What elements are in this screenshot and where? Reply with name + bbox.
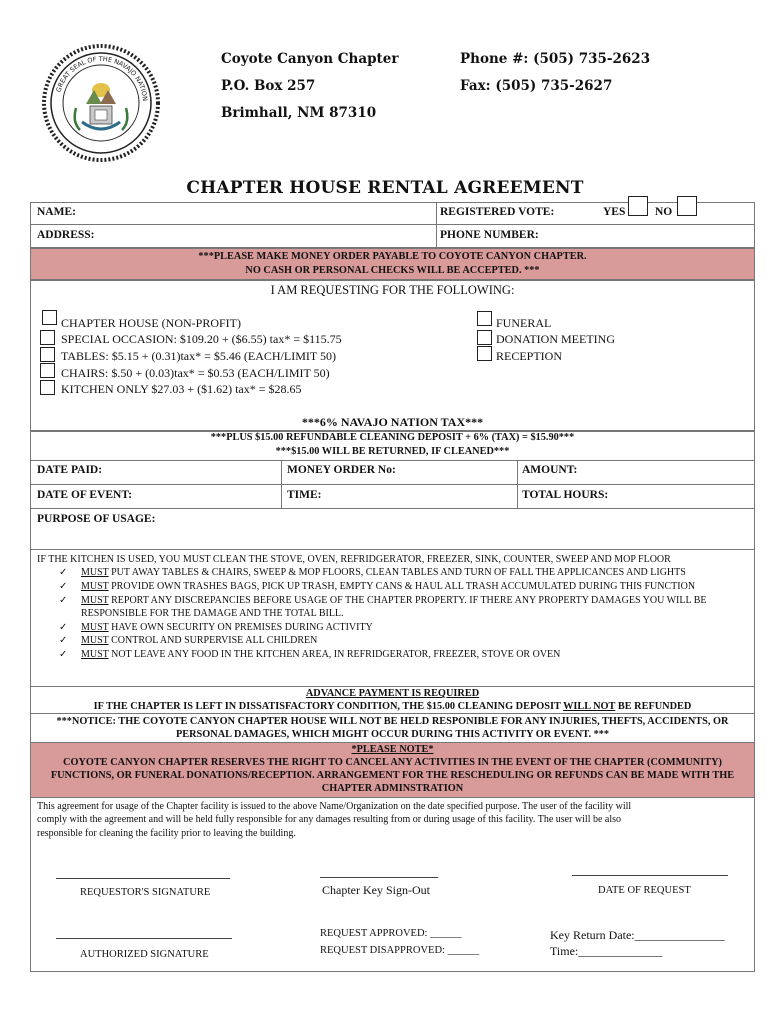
tax-note: ***6% NAVAJO NATION TAX*** (301, 415, 484, 429)
date-of-request-label: DATE OF REQUEST (598, 885, 691, 896)
payment-notice-line1: ***PLEASE MAKE MONEY ORDER PAYABLE TO COYOTE CANYON CHAPTER. (198, 251, 587, 262)
amount-label: AMOUNT: (522, 464, 578, 476)
po-box: P.O. Box 257 (221, 78, 316, 94)
org-name: Coyote Canyon Chapter (221, 51, 399, 67)
option-checkbox-reception[interactable] (477, 346, 492, 361)
agreement-line1: This agreement for usage of the Chapter facility is issued to the above Name/Organization on the date specified purpose. The user of the facility will (37, 801, 632, 812)
yes-checkbox[interactable] (628, 196, 648, 216)
key-return-date: Key Return Date:_______________ (550, 928, 725, 942)
money-order-label: MONEY ORDER No: (287, 464, 396, 476)
option-checkbox-tables[interactable] (40, 347, 55, 362)
name-label: NAME: (37, 206, 76, 218)
key-signout-label: Chapter Key Sign-Out (322, 883, 430, 897)
navajo-nation-seal (42, 44, 160, 162)
deposit-line1: ***PLUS $15.00 REFUNDABLE CLEANING DEPOSIT + 6% (TAX) = $15.90*** (210, 432, 575, 443)
advance-heading: ADVANCE PAYMENT IS REQUIRED (305, 688, 480, 699)
city: Brimhall, NM 87310 (221, 105, 377, 121)
advance-line: IF THE CHAPTER IS LEFT IN DISSATISFACTORY CONDITION, THE $15.00 CLEANING DEPOSIT WILL NOT BE REFUNDED (93, 701, 692, 712)
phone: Phone #: (505) 735-2623 (460, 51, 651, 67)
option-special-occasion: SPECIAL OCCASION: $109.20 + ($6.55) tax* = $115.75 (61, 332, 342, 346)
address-label: ADDRESS: (37, 229, 95, 241)
option-chapter-house: CHAPTER HOUSE (NON-PROFIT) (61, 316, 242, 330)
request-approved: REQUEST APPROVED: ______ (320, 928, 462, 939)
request-disapproved: REQUEST DISAPPROVED: ______ (320, 945, 480, 956)
option-checkbox-kitchen[interactable] (40, 380, 55, 395)
address-row (30, 224, 755, 248)
rule-item: ✓ MUST CONTROL AND SURPERVISE ALL CHILDREN (59, 635, 318, 646)
liability-line2: PERSONAL DAMAGES, WHICH MIGHT OCCUR DURING THIS ACTIVITY OR EVENT. *** (175, 729, 610, 740)
deposit-line2: ***$15.00 WILL BE RETURNED, IF CLEANED*** (275, 446, 510, 457)
rule-item: ✓ MUST PUT AWAY TABLES & CHAIRS, SWEEP & MOP FLOORS, CLEAN TABLES AND TURN OF FALL THE APPLICANCES AND LIGHTS (59, 567, 686, 578)
option-chairs: CHAIRS: $.50 + (0.03)tax* = $0.53 (EACH/LIMIT 50) (61, 366, 330, 380)
option-checkbox-chairs[interactable] (40, 363, 55, 378)
request-heading: I AM REQUESTING FOR THE FOLLOWING: (270, 283, 515, 297)
key-return-time: Time:______________ (550, 944, 663, 958)
please-note-line1: COYOTE CANYON CHAPTER RESERVES THE RIGHT TO CANCEL ANY ACTIVITIES IN THE EVENT OF THE CHAPTER (COMMUNITY) (63, 757, 722, 768)
please-note-heading: *PLEASE NOTE* (351, 744, 434, 755)
registered-vote-label: REGISTERED VOTE: (440, 206, 555, 218)
agreement-line3: responsible for cleaning the facility prior to leaving the building. (37, 828, 296, 839)
rules-intro: IF THE KITCHEN IS USED, YOU MUST CLEAN THE STOVE, OVEN, REFRIDGERATOR, FREEZER, SINK, COUNTER, SWEEP AND MOP FLOOR (37, 554, 671, 565)
rule-item: ✓ MUST NOT LEAVE ANY FOOD IN THE KITCHEN AREA, IN REFRIDGERATOR, FREEZER, STOVE OR OVEN (59, 649, 561, 660)
option-funeral: FUNERAL (496, 316, 552, 330)
option-kitchen: KITCHEN ONLY $27.03 + ($1.62) tax* = $28.65 (61, 382, 302, 396)
option-checkbox-chapter-house[interactable] (42, 310, 57, 325)
seal-text: GREAT SEAL OF THE NAVAJO NATION (54, 54, 150, 102)
authorized-signature-label: AUTHORIZED SIGNATURE (80, 949, 209, 960)
purpose-label: PURPOSE OF USAGE: (37, 513, 156, 525)
time-label: TIME: (287, 489, 322, 501)
fax: Fax: (505) 735-2627 (460, 78, 613, 94)
yes-label: YES (603, 206, 626, 218)
rule-item: ✓ MUST HAVE OWN SECURITY ON PREMISES DURING ACTIVITY (59, 622, 373, 633)
option-tables: TABLES: $5.15 + (0.31)tax* = $5.46 (EACH/LIMIT 50) (61, 349, 336, 363)
rule-item: ✓ MUST PROVIDE OWN TRASHES BAGS, PICK UP TRASH, EMPTY CANS & HAUL ALL TRASH ACCUMULATED DURING THIS FUNCTION (59, 581, 696, 592)
authorized-signature-line[interactable] (56, 938, 232, 939)
please-note-line2: FUNCTIONS, OR FUNERAL DONATIONS/RECEPTION. ARRANGEMENT FOR THE RESCHEDULING OR REFUNDS CAN BE MADE WITH THE (50, 770, 735, 781)
option-reception: RECEPTION (496, 349, 562, 363)
liability-line1: ***NOTICE: THE COYOTE CANYON CHAPTER HOUSE WILL NOT BE HELD RESPONIBLE FOR ANY INJURIES, THEFTS, ACCIDENTS, OR (56, 716, 729, 727)
requestor-signature-line[interactable] (56, 878, 230, 879)
option-donation-meeting: DONATION MEETING (496, 332, 615, 346)
no-label: NO (655, 206, 673, 218)
date-of-event-label: DATE OF EVENT: (37, 489, 132, 501)
date-of-request-line[interactable] (572, 875, 728, 876)
agreement-line2: comply with the agreement and will be held fully responsible for any damages resulting from or during usage of this facility. The user will be also (37, 814, 622, 825)
phone-number-label: PHONE NUMBER: (440, 229, 539, 241)
rule-item-continued: RESPONSIBLE FOR THE DAMAGE AND THE TOTAL BILL. (81, 608, 344, 619)
option-checkbox-funeral[interactable] (477, 311, 492, 326)
total-hours-label: TOTAL HOURS: (522, 489, 609, 501)
please-note-line3: CHAPTER ADMINSTRATION (321, 783, 464, 794)
key-signout-line[interactable] (320, 877, 438, 878)
option-checkbox-special-occasion[interactable] (40, 330, 55, 345)
option-checkbox-donation-meeting[interactable] (477, 330, 492, 345)
date-paid-label: DATE PAID: (37, 464, 103, 476)
requestor-signature-label: REQUESTOR'S SIGNATURE (80, 887, 211, 898)
payment-notice-line2: NO CASH OR PERSONAL CHECKS WILL BE ACCEPTED. *** (245, 265, 540, 276)
no-checkbox[interactable] (677, 196, 697, 216)
rule-item: ✓ MUST REPORT ANY DISCREPANCIES BEFORE USAGE OF THE CHAPTER PROPERTY. IF THERE ANY PROPERTY DAMAGES YOU WILL BE (59, 595, 707, 606)
page-title: CHAPTER HOUSE RENTAL AGREEMENT (186, 178, 584, 198)
